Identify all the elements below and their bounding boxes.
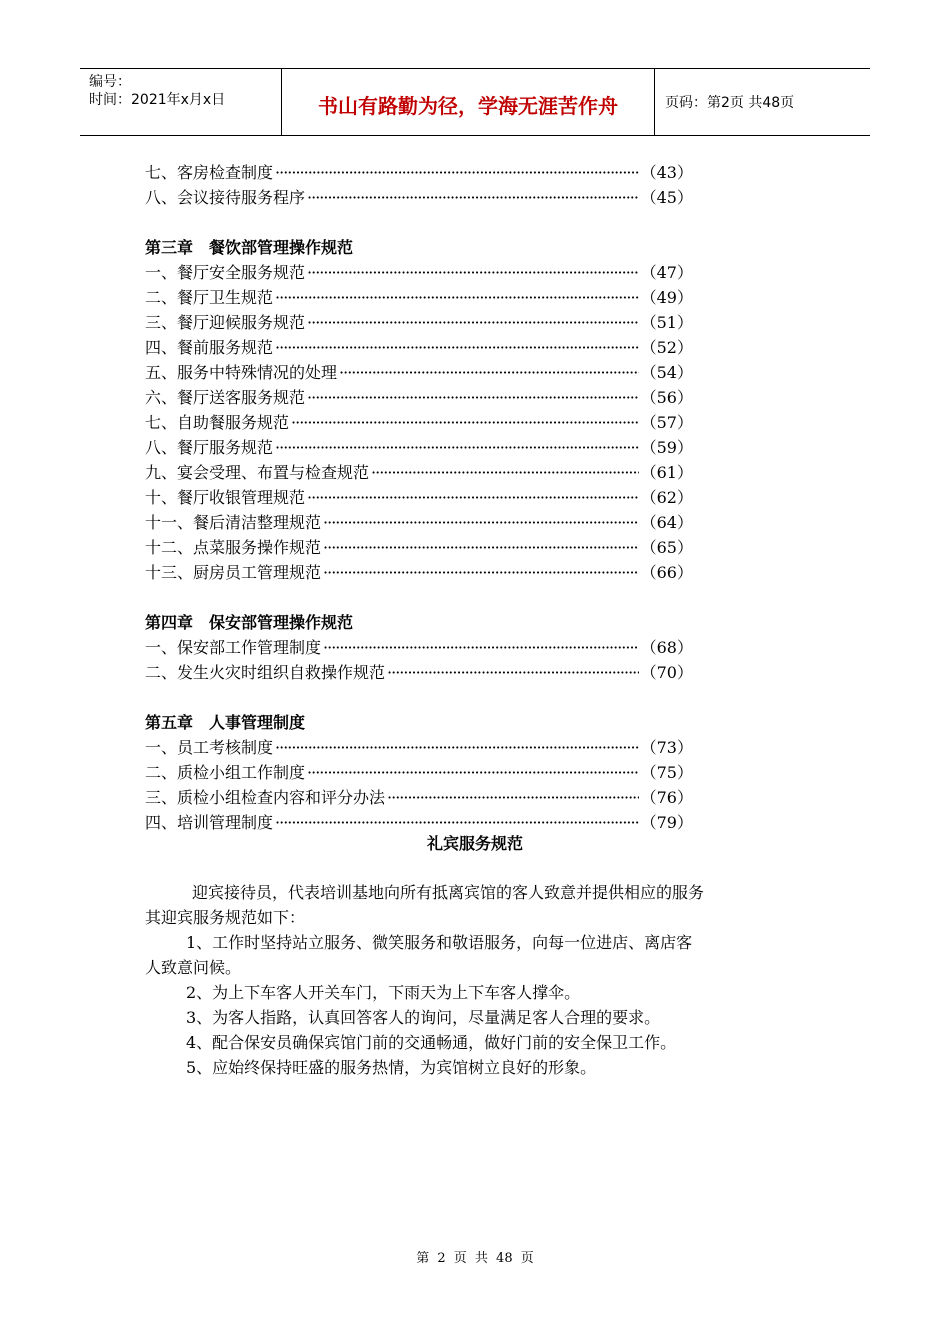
table-of-contents xyxy=(145,160,693,835)
toc-leader-dots xyxy=(307,310,639,335)
toc-entry xyxy=(145,310,693,335)
toc-entry-title: 八、餐厅服务规范 xyxy=(145,438,274,457)
toc-entry-title: 十三、厨房员工管理规范 xyxy=(145,563,322,582)
rule-item-5: 5、应始终保持旺盛的服务热情，为宾馆树立良好的形象。 xyxy=(186,1058,597,1077)
toc-entry-page: （64） xyxy=(640,513,693,532)
toc-entry-page: （47） xyxy=(640,263,693,282)
toc-leader-dots xyxy=(275,285,639,310)
toc-entry xyxy=(145,535,693,560)
header-meta xyxy=(80,69,282,135)
rule-item-1-line-1: 1、工作时坚持站立服务、微笑服务和敬语服务，向每一位进店、离店客 xyxy=(186,933,693,952)
toc-leader-dots xyxy=(339,360,639,385)
toc-entry-page: （79） xyxy=(640,813,693,832)
toc-entry-title: 五、服务中特殊情况的处理 xyxy=(145,363,338,382)
header-motto: 书山有路勤为径，学海无涯苦作舟 xyxy=(282,69,655,135)
document-number-label: 编号： xyxy=(89,74,131,90)
toc-entry-title: 六、餐厅送客服务规范 xyxy=(145,388,306,407)
document-time-label: 时间：2021年x月x日 xyxy=(89,92,226,108)
toc-entry-title: 十一、餐后清洁整理规范 xyxy=(145,513,322,532)
rule-item-2: 2、为上下车客人开关车门，下雨天为上下车客人撑伞。 xyxy=(186,983,581,1002)
page-header xyxy=(80,68,870,136)
toc-entry-page: （52） xyxy=(640,338,693,357)
toc-entry-title: 三、餐厅迎候服务规范 xyxy=(145,313,306,332)
toc-entry xyxy=(145,635,693,660)
toc-leader-dots xyxy=(323,535,639,560)
toc-entry xyxy=(145,360,693,385)
toc-chapter-heading: 第三章 餐饮部管理操作规范 xyxy=(145,238,354,257)
toc-entry xyxy=(145,560,693,585)
toc-entry xyxy=(145,185,693,210)
toc-entry-title: 十、餐厅收银管理规范 xyxy=(145,488,306,507)
toc-entry-page: （56） xyxy=(640,388,693,407)
toc-entry-title: 七、客房检查制度 xyxy=(145,163,274,182)
toc-entry xyxy=(145,485,693,510)
toc-leader-dots xyxy=(307,485,639,510)
toc-entry-title: 七、自助餐服务规范 xyxy=(145,413,290,432)
toc-entry-page: （51） xyxy=(640,313,693,332)
toc-entry xyxy=(145,735,693,760)
toc-entry xyxy=(145,160,693,185)
toc-leader-dots xyxy=(307,385,639,410)
toc-entry-page: （65） xyxy=(640,538,693,557)
toc-entry xyxy=(145,335,693,360)
toc-entry-title: 一、员工考核制度 xyxy=(145,738,274,757)
toc-entry-title: 四、餐前服务规范 xyxy=(145,338,274,357)
rule-item-1-line-2: 人致意问候。 xyxy=(145,958,242,977)
toc-entry-page: （49） xyxy=(640,288,693,307)
toc-entry-title: 一、餐厅安全服务规范 xyxy=(145,263,306,282)
rule-item-4: 4、配合保安员确保宾馆门前的交通畅通，做好门前的安全保卫工作。 xyxy=(186,1033,677,1052)
toc-entry-title: 三、质检小组检查内容和评分办法 xyxy=(145,788,386,807)
toc-leader-dots xyxy=(387,785,639,810)
header-page-label: 页码：第2页 共48页 xyxy=(665,95,795,111)
toc-leader-dots xyxy=(291,410,639,435)
toc-entry-title: 二、发生火灾时组织自救操作规范 xyxy=(145,663,386,682)
toc-entry xyxy=(145,260,693,285)
toc-entry xyxy=(145,410,693,435)
toc-entry xyxy=(145,660,693,685)
toc-entry-page: （66） xyxy=(640,563,693,582)
toc-entry-page: （43） xyxy=(640,163,693,182)
toc-entry xyxy=(145,285,693,310)
toc-leader-dots xyxy=(323,635,639,660)
toc-chapter-heading: 第四章 保安部管理操作规范 xyxy=(145,613,354,632)
toc-entry-title: 二、质检小组工作制度 xyxy=(145,763,306,782)
toc-leader-dots xyxy=(275,435,639,460)
toc-entry-page: （70） xyxy=(640,663,693,682)
toc-leader-dots xyxy=(387,660,639,685)
rule-item-3: 3、为客人指路，认真回答客人的询问，尽量满足客人合理的要求。 xyxy=(186,1008,661,1027)
toc-entry xyxy=(145,435,693,460)
toc-entry-page: （75） xyxy=(640,763,693,782)
toc-entry-page: （45） xyxy=(640,188,693,207)
toc-entry-page: （57） xyxy=(640,413,693,432)
toc-leader-dots xyxy=(307,260,639,285)
toc-leader-dots xyxy=(275,335,639,360)
toc-chapter-heading: 第五章 人事管理制度 xyxy=(145,713,306,732)
toc-entry-page: （73） xyxy=(640,738,693,757)
toc-entry-title: 十二、点菜服务操作规范 xyxy=(145,538,322,557)
section-title: 礼宾服务规范 xyxy=(426,834,523,853)
toc-entry-page: （59） xyxy=(640,438,693,457)
toc-entry-title: 四、培训管理制度 xyxy=(145,813,274,832)
toc-leader-dots xyxy=(307,760,639,785)
toc-leader-dots xyxy=(307,185,639,210)
toc-entry-page: （62） xyxy=(640,488,693,507)
toc-entry xyxy=(145,785,693,810)
toc-entry xyxy=(145,810,693,835)
toc-entry-title: 八、会议接待服务程序 xyxy=(145,188,306,207)
toc-entry-title: 二、餐厅卫生规范 xyxy=(145,288,274,307)
toc-entry-page: （61） xyxy=(640,463,693,482)
toc-entry xyxy=(145,385,693,410)
intro-line-1: 迎宾接待员，代表培训基地向所有抵离宾馆的客人致意并提供相应的服务 xyxy=(192,883,705,902)
toc-leader-dots xyxy=(323,560,639,585)
toc-leader-dots xyxy=(371,460,639,485)
toc-leader-dots xyxy=(275,160,639,185)
toc-leader-dots xyxy=(275,735,639,760)
toc-entry-title: 一、保安部工作管理制度 xyxy=(145,638,322,657)
toc-leader-dots xyxy=(323,510,639,535)
toc-entry-page: （54） xyxy=(640,363,693,382)
toc-entry xyxy=(145,460,693,485)
toc-entry xyxy=(145,760,693,785)
intro-line-2: 其迎宾服务规范如下： xyxy=(145,908,306,927)
toc-entry-title: 九、宴会受理、布置与检查规范 xyxy=(145,463,370,482)
toc-entry-page: （76） xyxy=(640,788,693,807)
page-footer: 第 2 页 共 48 页 xyxy=(416,1251,534,1266)
toc-entry xyxy=(145,510,693,535)
toc-entry-page: （68） xyxy=(640,638,693,657)
toc-leader-dots xyxy=(275,810,639,835)
